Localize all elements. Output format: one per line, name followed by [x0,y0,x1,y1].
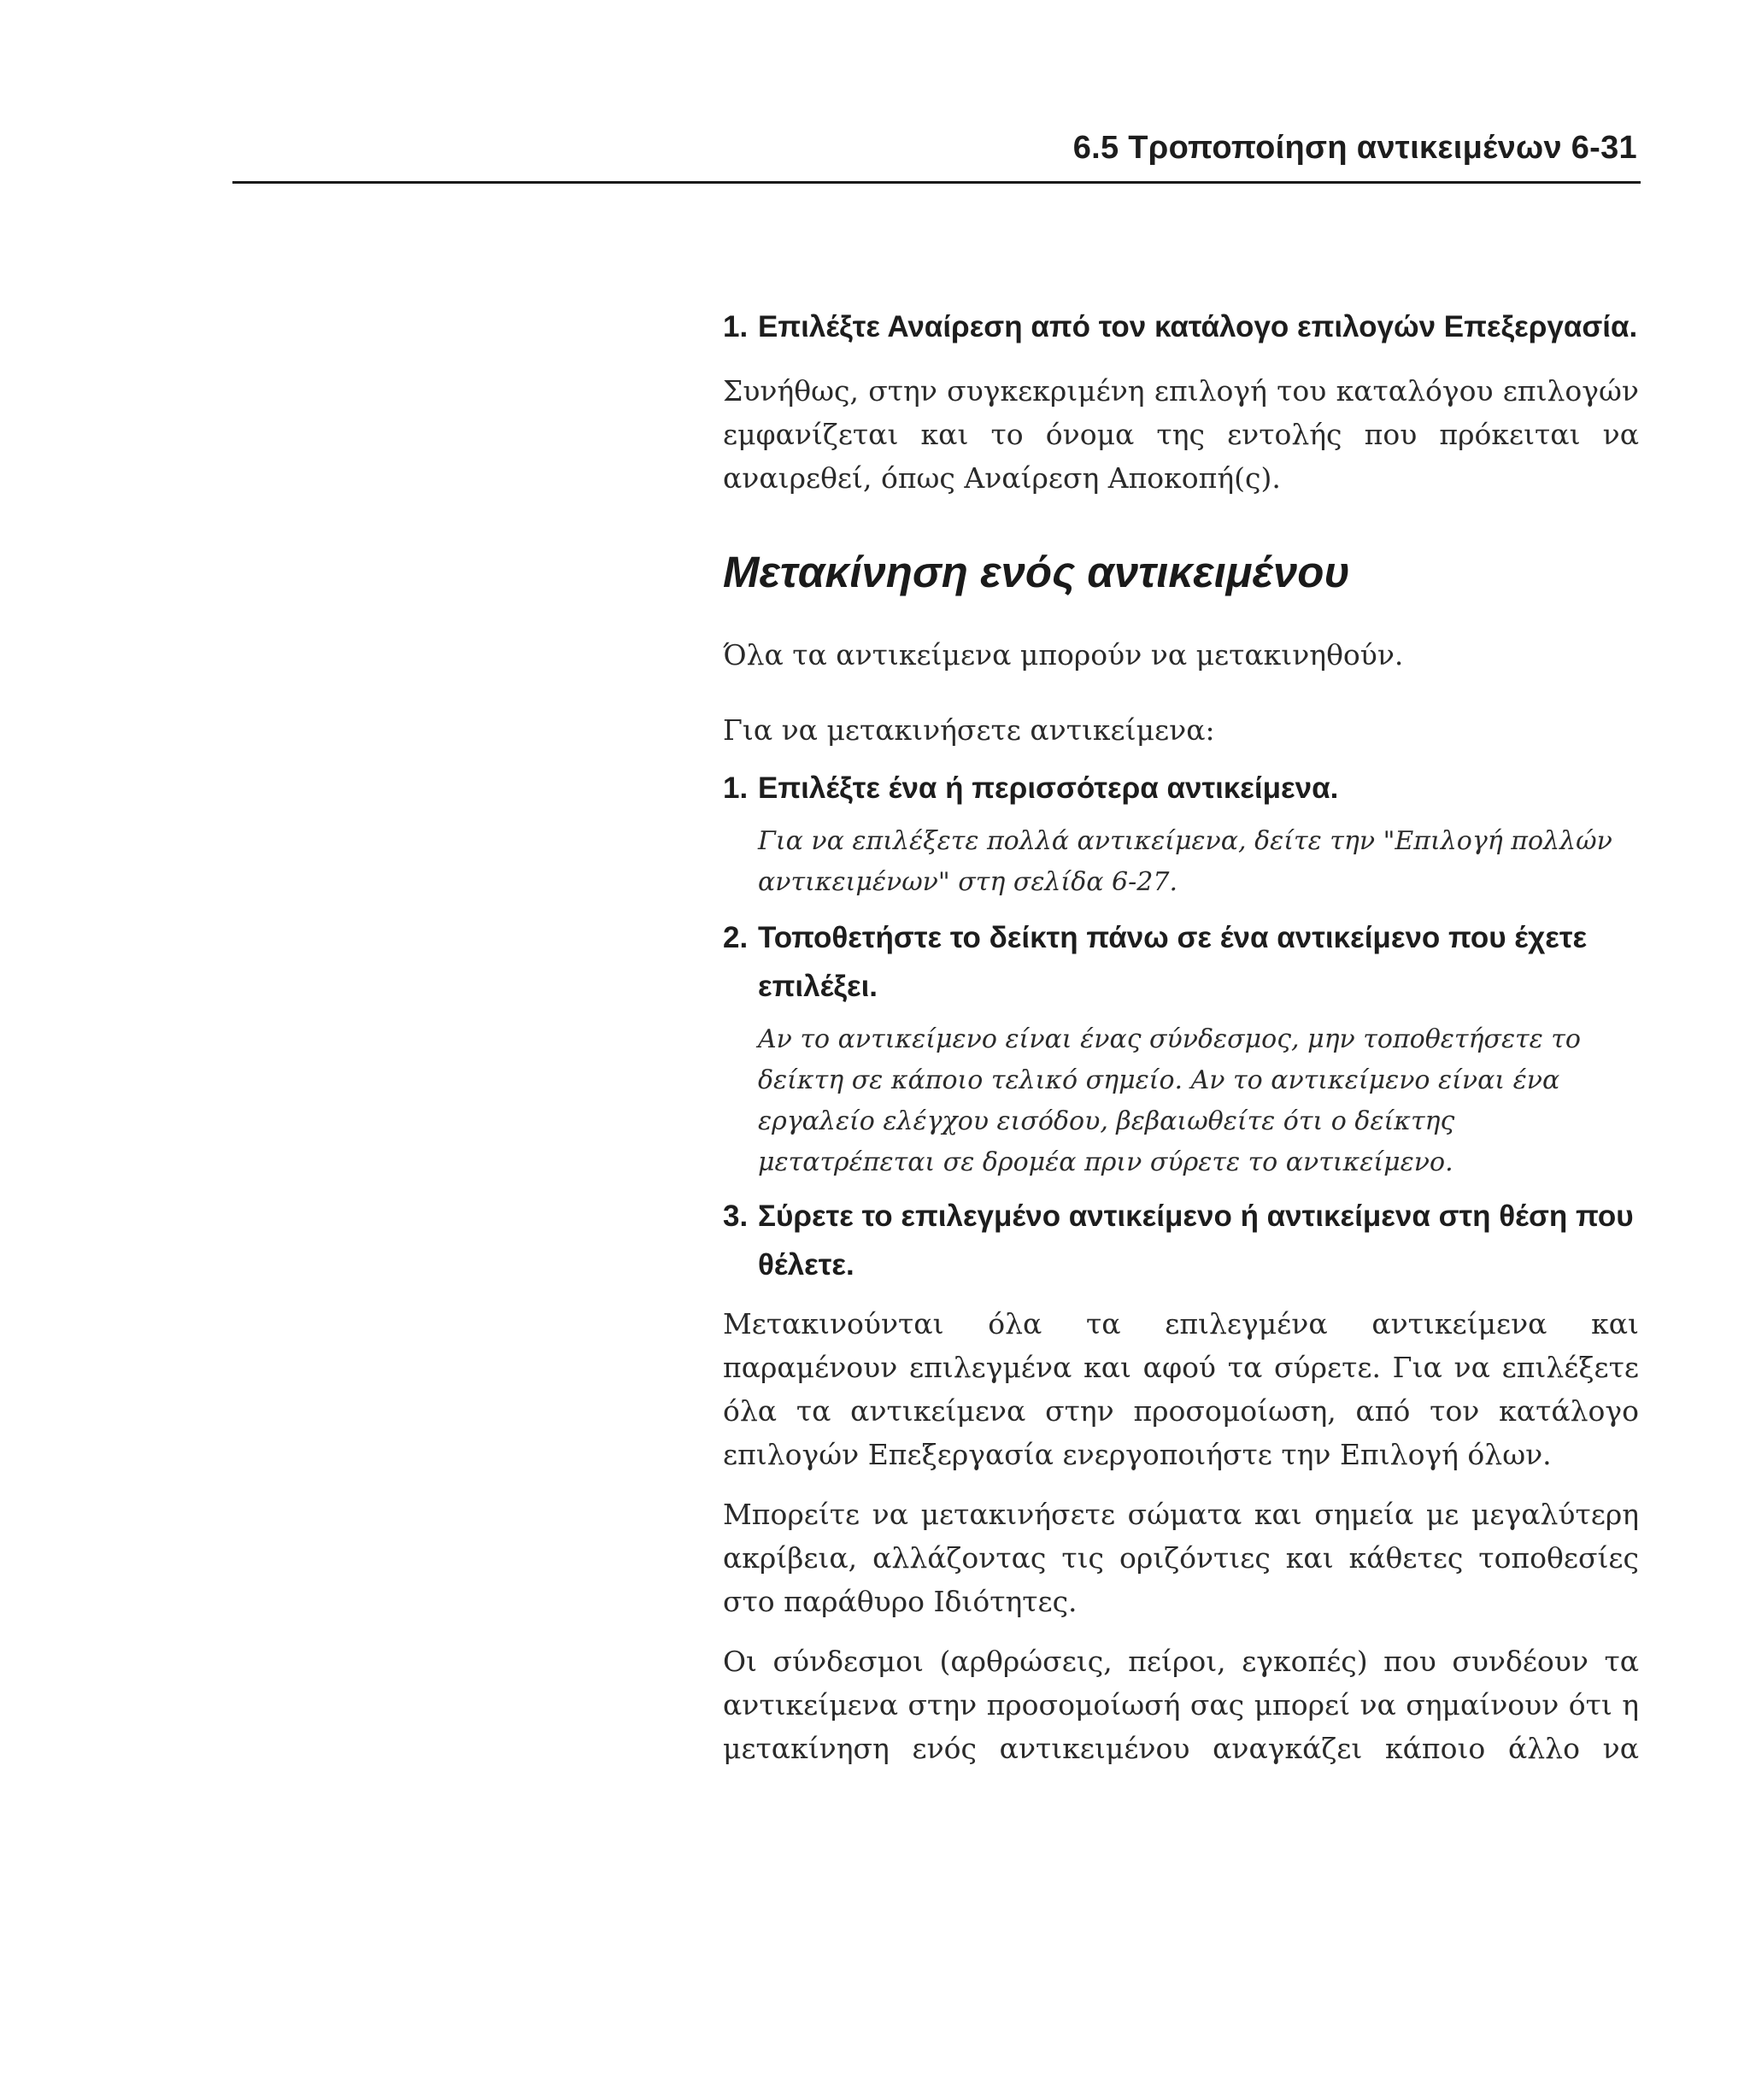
step-text: Τοποθετήστε το δείκτη πάνω σε ένα αντικείμενο που έχετε επιλέξει. [758,921,1588,1003]
body-paragraph: Μπορείτε να μετακινήσετε σώματα και σημεία με μεγαλύτερη ακρίβεια, αλλάζοντας τις οριζόντιες και κάθετες τοποθεσίες στο παράθυρο Ιδιότητες. [723,1498,1639,1618]
step-text: Σύρετε το επιλεγμένο αντικείμενο ή αντικείμενα στη θέση που θέλετε. [758,1200,1634,1282]
body-paragraph: Μετακινούνται όλα τα επιλεγμένα αντικείμενα και παραμένουν επιλεγμένα και αφού τα σύρετε. Για να επιλέξετε όλα τα αντικείμενα στην προσομοίωση, από τον κατάλογο επιλογών Επεξεργασία ενεργοποιήστε την Επιλογή όλων. [723,1307,1639,1471]
body-paragraph: Οι σύνδεσμοι (αρθρώσεις, πείροι, εγκοπές) που συνδέουν τα αντικείμενα στην προσομοίωσή σας μπορεί να σημαίνουν ότι η μετακίνηση ενός αντικειμένου αναγκάζει κάποιο άλλο να [723,1645,1639,1765]
step-note: Αν το αντικείμενο είναι ένας σύνδεσμος, μην τοποθετήσετε το δείκτη σε κάποιο τελικό σημείο. Αν το αντικείμενο είναι ένα εργαλείο ελέγχου εισόδου, βεβαιωθείτε ότι ο δείκτης μετατρέπεται σε δρομέα πριν σύρετε το αντικείμενο. [758,1024,1581,1177]
step-number: 1. [723,771,749,805]
step-text: Επιλέξτε ένα ή περισσότερα αντικείμενα. [758,771,1339,805]
undo-step-1 [723,302,1639,351]
move-step-3 [723,1192,1639,1289]
move-step-1 [723,764,1639,812]
intro-paragraph: Όλα τα αντικείμενα μπορούν να μετακινηθούν. [723,638,1404,672]
running-head [232,120,1641,184]
step-number: 2. [723,921,749,954]
step-text: Επιλέξτε Αναίρεση από τον κατάλογο επιλογών Επεξεργασία. [758,310,1638,343]
step-number: 1. [723,310,749,343]
move-step-2 [723,913,1639,1011]
undo-body-paragraph: Συνήθως, στην συγκεκριμένη επιλογή του καταλόγου επιλογών εμφανίζεται και το όνομα της εντολής που πρόκειται να αναιρεθεί, όπως Αναίρεση Αποκοπή(ς). [723,374,1639,495]
lead-paragraph: Για να μετακινήσετε αντικείμενα: [723,713,1215,747]
running-head-text: 6.5 Τροποποίηση αντικειμένων 6-31 [1072,130,1637,166]
step-note: Για να επιλέξετε πολλά αντικείμενα, δείτε την "Επιλογή πολλών αντικειμένων" στη σελίδα 6-27. [758,826,1612,897]
page-content [723,302,1639,1770]
section-title: Μετακίνηση ενός αντικειμένου [723,548,1350,596]
step-number: 3. [723,1200,749,1233]
